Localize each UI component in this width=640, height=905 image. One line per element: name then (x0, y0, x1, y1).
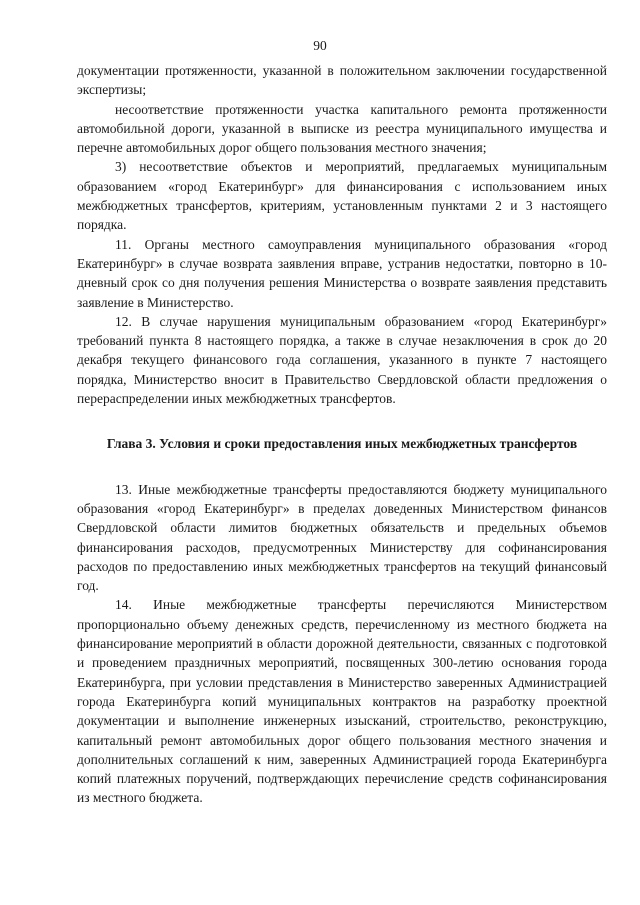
paragraph: документации протяженности, указанной в положительном заключении государственной экспертизы; (77, 63, 607, 98)
chapter-heading: Глава 3. Условия и сроки предоставления иных межбюджетных трансфертов (106, 436, 578, 452)
page-number: 90 (313, 38, 327, 53)
paragraph: 11. Органы местного самоуправления муниципального образования «город Екатеринбург» в случае возврата заявления вправе, устранив недостатки, повторно в 10-дневный срок со дня получения решения Министерства о возврате заявления представить заявление в Министерство. (77, 236, 607, 310)
paragraph: 12. В случае нарушения муниципальным образованием «город Екатеринбург» требований пункта 8 настоящего порядка, а также в случае незаключения в срок до 20 декабря текущего финансового года соглашения, указанного в пункте 7 настоящего порядка, Министерство вносит в Правительство Свердловской области предложения о перераспределении иных межбюджетных трансфертов. (77, 313, 607, 407)
paragraph: 3) несоответствие объектов и мероприятий, предлагаемых муниципальным образованием «город Екатеринбург» для финансирования с использованием иных межбюджетных трансфертов, критериям, установленным пунктами 2 и 3 настоящего порядка. (77, 159, 607, 233)
paragraph: несоответствие протяженности участка капитального ремонта протяженности автомобильной дороги, указанной в выписке из реестра муниципального имущества и перечне автомобильных дорог общего пользования местного значения; (77, 101, 607, 156)
paragraph: 13. Иные межбюджетные трансферты предоставляются бюджету муниципального образования «город Екатеринбург» в пределах доведенных Министерством финансов Свердловской области лимитов бюджетных обязательств и предельных объемов финансирования расходов, предусмотренных Министерству для софинансирования расходов по предоставлению иных межбюджетных трансфертов на текущий финансовый год. (77, 481, 607, 594)
paragraph: 14. Иные межбюджетные трансферты перечисляются Министерством пропорционально объему денежных средств, перечисленному из местного бюджета на финансирование мероприятий в области дорожной деятельности, связанных с подготовкой и проведением праздничных мероприятий, посвященных 300-летию основания города Екатеринбурга, при условии представления в Министерство заверенных Администрацией города Екатеринбурга копий муниципальных контрактов на разработку проектной документации и выполнение инженерных изысканий, строительство, реконструкцию, капитальный ремонт автомобильных дорог общего пользования местного значения и дополнительных соглашений к ним, заверенных Администрацией города Екатеринбурга копий платежных поручений, подтверждающих перечисление средств софинансирования из местного бюджета. (77, 597, 607, 806)
document-body (77, 61, 607, 808)
